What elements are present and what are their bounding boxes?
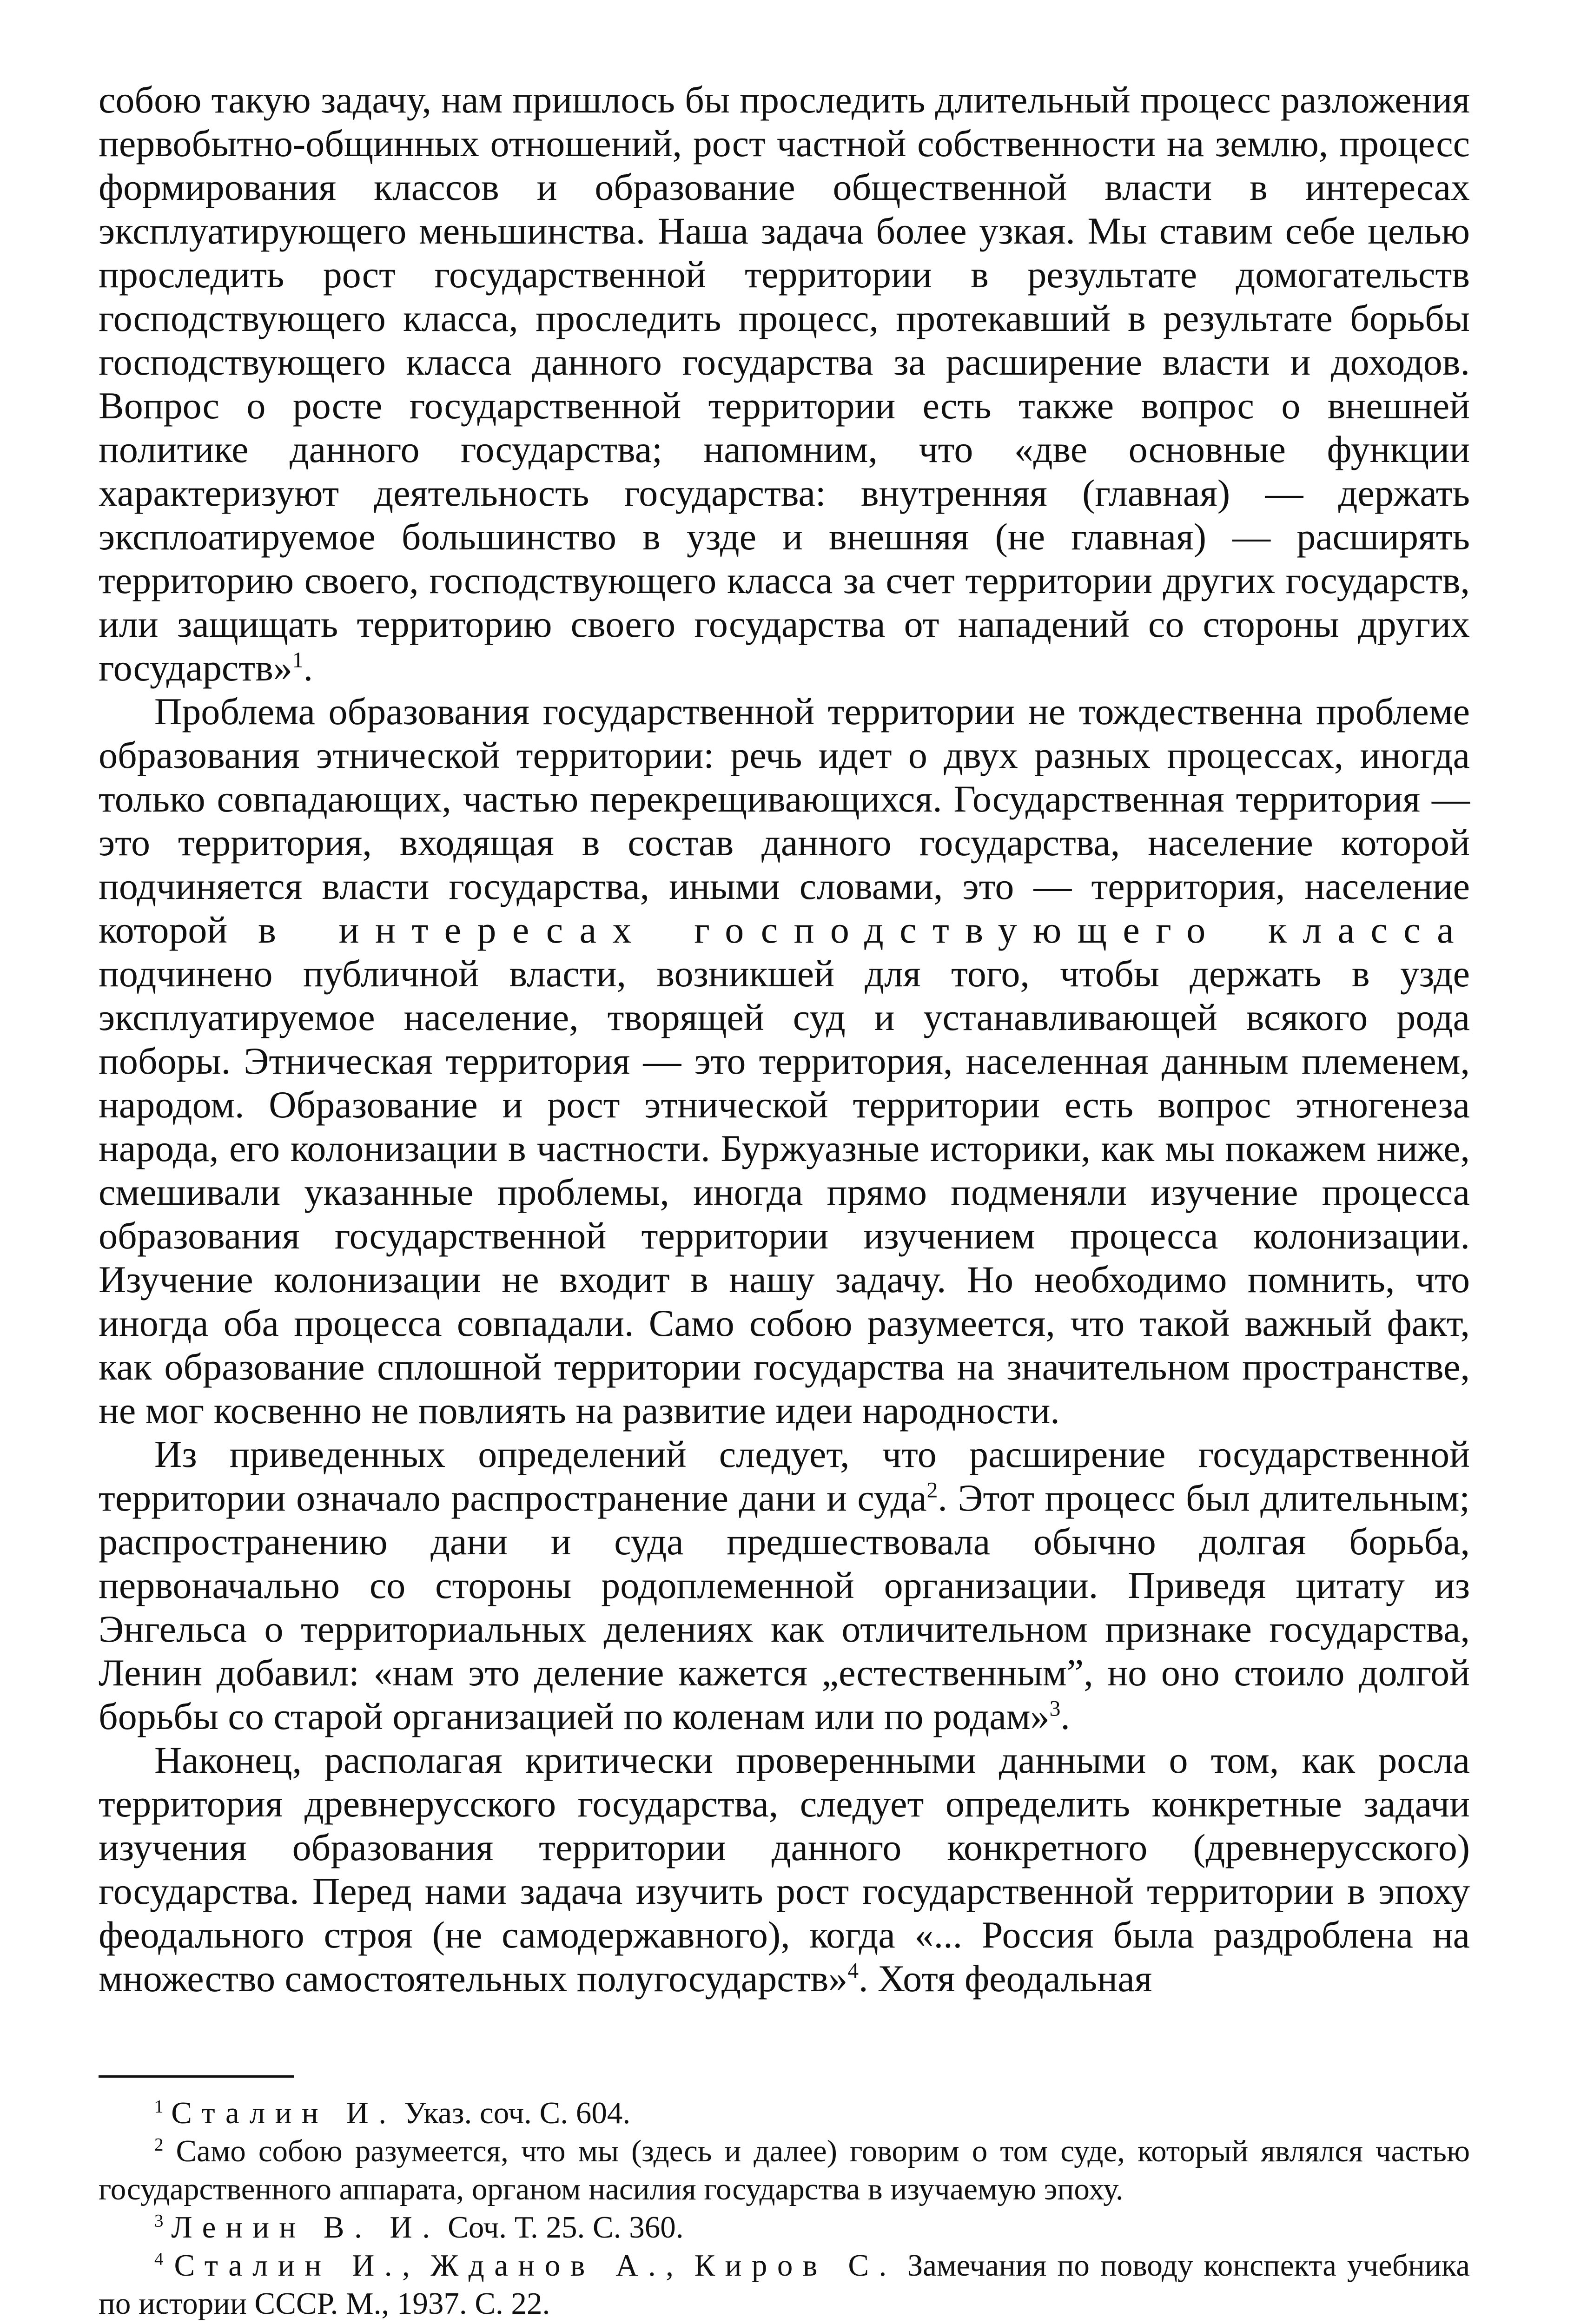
footnote-ref-4: 4 — [847, 1959, 859, 1983]
footnote-4 — [99, 2246, 1470, 2323]
footnote-ref-2: 2 — [926, 1478, 938, 1503]
paragraph-3 — [99, 1433, 1470, 1738]
paragraph-2-spaced-emphasis: в интересах господствующего класса — [258, 909, 1470, 951]
footnote-ref-1: 1 — [292, 648, 304, 673]
paragraph-2-text-b: подчинено публичной власти, возникшей для того, чтобы держать в узде эксплуатируемое население, творящей суд и устанавливающей всякого рода поборы. Этническая территория — это территория, населенная данным племенем, народом. Образование и рост этнической территории есть вопрос этногенеза народа, его колонизации в частности. Буржуазные историки, как мы покажем ниже, смешивали указанные проблемы, иногда прямо подменяли изучение процесса образования государственной территории изучением процесса колонизации. Изучение колонизации не входит в нашу задачу. Но необходимо помнить, что иногда оба процесса совпадали. Само собою разумеется, что такой важный факт, как образование сплошной территории государства на значительном пространстве, не мог косвенно не повлиять на развитие идеи народности. — [99, 952, 1470, 1432]
footnote-3-number: 3 — [154, 2211, 164, 2231]
footnote-3-text: Соч. Т. 25. С. 360. — [440, 2210, 684, 2245]
footnote-1-text: Указ. соч. С. 604. — [396, 2096, 631, 2130]
paragraph-1-end: . — [303, 647, 313, 689]
main-text — [99, 78, 1470, 2000]
paragraph-4-text-a: Наконец, располагая критически проверенными данными о том, как росла территория древнерусского государства, следует определить конкретные задачи изучения образования территории данного конкретного (древнерусского) государства. Перед нами задача изучить рост государственной территории в эпоху феодального строя (не самодержавного), когда «... Россия была раздроблена на множество самостоятельных полугосударств» — [99, 1739, 1470, 2000]
footnote-divider — [99, 2075, 294, 2078]
footnote-ref-3: 3 — [1049, 1697, 1061, 1721]
footnote-1-number: 1 — [154, 2096, 164, 2117]
footnote-4-author-1: Сталин И., — [174, 2248, 420, 2283]
footnote-3-author: Ленин В. И. — [171, 2210, 440, 2245]
footnote-4-number: 4 — [154, 2249, 164, 2269]
paragraph-1 — [99, 78, 1470, 690]
footnote-2-number: 2 — [154, 2134, 164, 2155]
paragraph-4-text-b: . Хотя феодальная — [859, 1957, 1152, 2000]
paragraph-3-text-a: Из приведенных определений следует, что расширение государственной территории означало распространение дани и суда — [99, 1433, 1470, 1519]
footnote-4-author-3: Киров С. — [694, 2248, 897, 2283]
footnote-4-author-2: Жданов А., — [430, 2248, 684, 2283]
footnote-1-author: Сталин И. — [171, 2096, 397, 2130]
footnote-1 — [99, 2094, 1470, 2132]
footnote-4-text: Замечания по поводу конспекта учебника по истории СССР. М., 1937. С. 22. — [99, 2248, 1470, 2321]
footnotes — [99, 2094, 1470, 2323]
paragraph-2-text-a: Проблема образования государственной территории не тождественна проблеме образования этнической территории: речь идет о двух разных процессах, иногда только совпадающих, частью перекрещивающихся. Государственная территория — это территория, входящая в состав данного государства, население которой подчиняется власти государства, иными словами, это — территория, население которой — [99, 690, 1470, 951]
footnote-2 — [99, 2132, 1470, 2208]
footnote-2-text: Само собою разумеется, что мы (здесь и далее) говорим о том суде, который являлся частью государственного аппарата, органом насилия государства в изучаемую эпоху. — [99, 2134, 1470, 2206]
paragraph-3-end: . — [1060, 1695, 1070, 1737]
paragraph-4 — [99, 1738, 1470, 2000]
paragraph-2 — [99, 690, 1470, 1433]
footnote-3 — [99, 2208, 1470, 2246]
paragraph-1-text: собою такую задачу, нам пришлось бы проследить длительный процесс разложения первобытно-общинных отношений, рост частной собственности на землю, процесс формирования классов и образование общественной власти в интересах эксплуатирующего меньшинства. Наша задача более узкая. Мы ставим себе целью проследить рост государственной территории в результате домогательств господствующего класса, проследить процесс, протекавший в результате борьбы господствующего класса данного государства за расширение власти и доходов. Вопрос о росте государственной территории есть также вопрос о внешней политике данного государства; напомним, что «две основные функции характеризуют деятельность государства: внутренняя (главная) — держать эксплоатируемое большинство в узде и внешняя (не главная) — расширять территорию своего, господствующего класса за счет территории других государств, или защищать территорию своего государства от нападений со стороны других государств» — [99, 79, 1470, 689]
paragraph-3-text-b: . Этот процесс был длительным; распространению дани и суда предшествовала обычно долгая борьба, первоначально со стороны родоплеменной организации. Приведя цитату из Энгельса о территориальных делениях как отличительном признаке государства, Ленин добавил: «нам это деление кажется „естественным”, но оно стоило долгой борьбы со старой организацией по коленам или по родам» — [99, 1477, 1470, 1737]
